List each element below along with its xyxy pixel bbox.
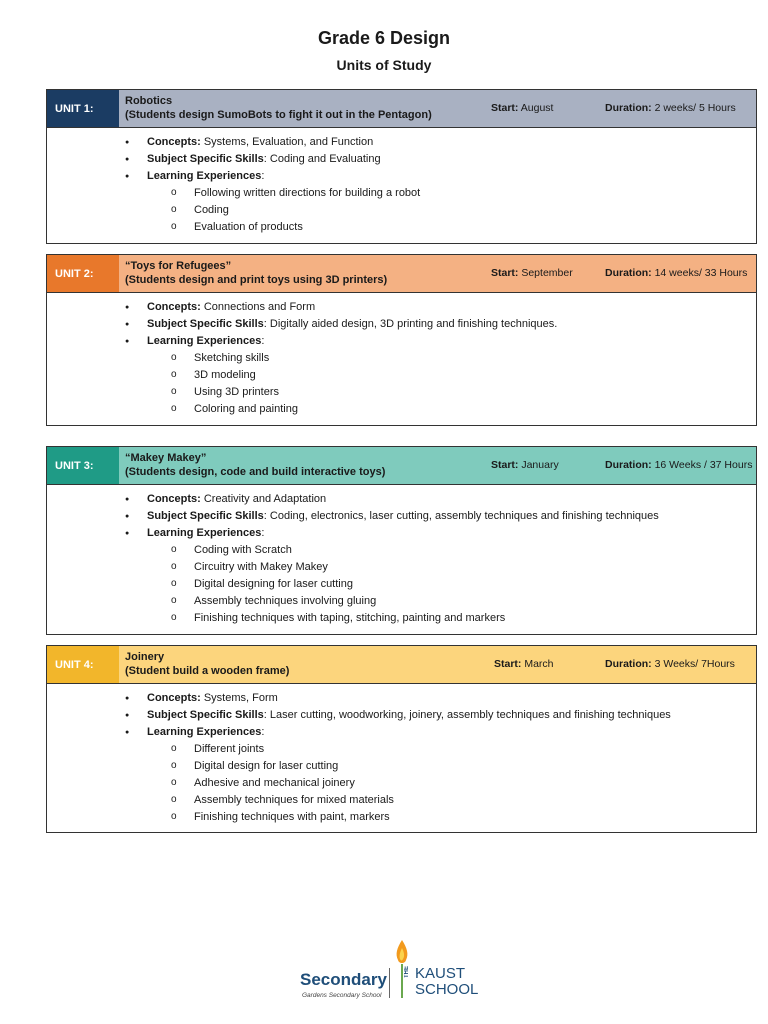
experience-item: o Coding with Scratch bbox=[147, 542, 659, 559]
unit-label: UNIT 2: bbox=[47, 255, 119, 292]
unit-1-card bbox=[46, 89, 757, 244]
page-subtitle: Units of Study bbox=[336, 57, 432, 73]
experience-item: o Digital designing for laser cutting bbox=[147, 576, 659, 593]
skills-item: ● Subject Specific Skills: Coding, electronics, laser cutting, assembly techniques and finishing techniques bbox=[125, 508, 659, 525]
unit-title: Joinery (Student build a wooden frame) bbox=[125, 651, 290, 677]
concepts-item: ● Concepts: Creativity and Adaptation bbox=[125, 491, 659, 508]
unit-header bbox=[47, 646, 756, 684]
unit-4-card bbox=[46, 645, 757, 833]
unit-header bbox=[47, 447, 756, 485]
unit-title-block bbox=[119, 447, 756, 484]
unit-title: “Makey Makey” (Students design, code and build interactive toys) bbox=[125, 452, 386, 478]
experience-item: o Evaluation of products bbox=[147, 219, 420, 236]
unit-label: UNIT 1: bbox=[47, 90, 119, 127]
school-logo bbox=[300, 938, 479, 1002]
experience-item: o Using 3D printers bbox=[147, 384, 557, 401]
logo-gardens-text: Gardens Secondary School bbox=[302, 992, 382, 999]
logo-kaust-text: KAUST bbox=[415, 965, 466, 982]
experience-item: o Coloring and painting bbox=[147, 401, 557, 418]
experience-item: o Finishing techniques with paint, markers bbox=[147, 809, 671, 826]
experience-item: o Following written directions for building a robot bbox=[147, 185, 420, 202]
concepts-item: ● Concepts: Systems, Form bbox=[125, 690, 671, 707]
unit-title: Robotics (Students design SumoBots to fight it out in the Pentagon) bbox=[125, 95, 432, 121]
unit-header bbox=[47, 90, 756, 128]
logo-divider bbox=[389, 968, 390, 998]
experience-item: o Adhesive and mechanical joinery bbox=[147, 775, 671, 792]
experience-item: o Assembly techniques involving gluing bbox=[147, 593, 659, 610]
duration-info: Duration: 2 weeks/ 5 Hours bbox=[605, 102, 736, 114]
experience-item: o 3D modeling bbox=[147, 367, 557, 384]
unit-title-block bbox=[119, 90, 756, 127]
logo-secondary-text: Secondary bbox=[300, 970, 387, 989]
experience-item: o Digital design for laser cutting bbox=[147, 758, 671, 775]
skills-item: ● Subject Specific Skills: Laser cutting, woodworking, joinery, assembly techniques and finishing techniques bbox=[125, 707, 671, 724]
experiences-item: ● Learning Experiences: o Sketching skills o 3D modeling o Using 3D printers o Coloring and painting bbox=[125, 333, 557, 418]
start-info: Start: September bbox=[491, 267, 573, 279]
start-info: Start: August bbox=[491, 102, 554, 114]
experiences-item: ● Learning Experiences: o Coding with Scratch o Circuitry with Makey Makey o Digital designing for laser cutting o Assembly techniques involving gluing o Finishing techniques with taping, stitching, painting and markers bbox=[125, 525, 659, 627]
unit-title-block bbox=[119, 255, 756, 292]
experiences-item: ● Learning Experiences: o Different joints o Digital design for laser cutting o Adhesive and mechanical joinery o Assembly techniques for mixed materials o Finishing techniques with paint, markers bbox=[125, 724, 671, 826]
unit-header bbox=[47, 255, 756, 293]
experience-item: o Circuitry with Makey Makey bbox=[147, 559, 659, 576]
start-info: Start: January bbox=[491, 459, 559, 471]
skills-item: ● Subject Specific Skills: Digitally aided design, 3D printing and finishing techniques. bbox=[125, 316, 557, 333]
experience-item: o Finishing techniques with taping, stitching, painting and markers bbox=[147, 610, 659, 627]
start-info: Start: March bbox=[494, 658, 554, 670]
logo-school-text: SCHOOL bbox=[415, 981, 479, 998]
experience-item: o Different joints bbox=[147, 741, 671, 758]
unit-3-card bbox=[46, 446, 757, 635]
page-title: Grade 6 Design bbox=[317, 28, 451, 48]
duration-info: Duration: 14 weeks/ 33 Hours bbox=[605, 267, 748, 279]
duration-info: Duration: 3 Weeks/ 7Hours bbox=[605, 658, 735, 670]
unit-2-card bbox=[46, 254, 757, 426]
unit-label: UNIT 4: bbox=[47, 646, 119, 683]
unit-label: UNIT 3: bbox=[47, 447, 119, 484]
experiences-item: ● Learning Experiences: o Following written directions for building a robot o Coding o Evaluation of products bbox=[125, 168, 420, 236]
experience-item: o Sketching skills bbox=[147, 350, 557, 367]
logo-the-text: THE bbox=[404, 966, 410, 978]
experience-item: o Assembly techniques for mixed materials bbox=[147, 792, 671, 809]
unit-title-block bbox=[119, 646, 756, 683]
unit-title: “Toys for Refugees” (Students design and print toys using 3D printers) bbox=[125, 260, 388, 286]
concepts-item: ● Concepts: Connections and Form bbox=[125, 299, 557, 316]
experience-item: o Coding bbox=[147, 202, 420, 219]
concepts-item: ● Concepts: Systems, Evaluation, and Function bbox=[125, 134, 420, 151]
duration-info: Duration: 16 Weeks / 37 Hours bbox=[605, 459, 753, 471]
skills-item: ● Subject Specific Skills: Coding and Evaluating bbox=[125, 151, 420, 168]
